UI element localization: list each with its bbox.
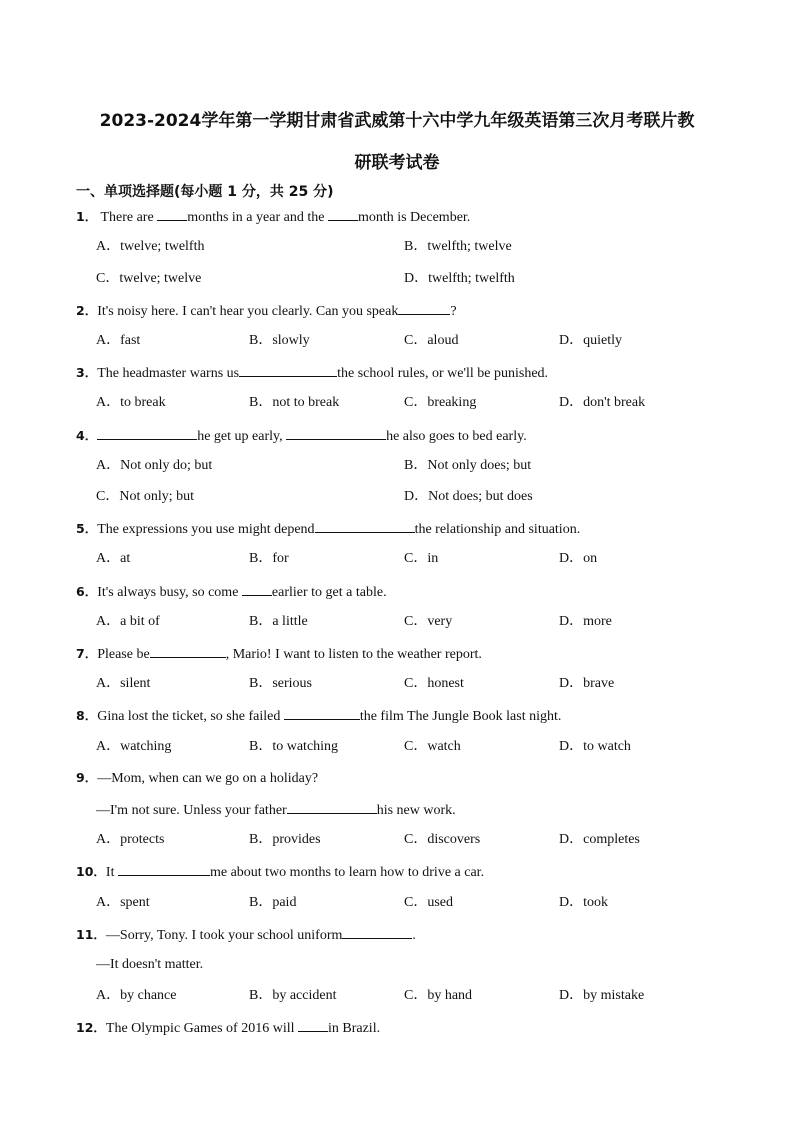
question-1	[76, 207, 470, 227]
option-a: A．spent	[96, 895, 150, 910]
question-text: he also goes to bed early.	[386, 429, 527, 444]
question-text: the film The Jungle Book last night.	[359, 709, 562, 724]
option-b: B．Not only does; but	[404, 458, 532, 473]
answer-blank	[284, 706, 360, 720]
option-b: B．for	[249, 551, 289, 566]
option-d: D．took	[559, 895, 608, 910]
option-d: D．twelfth; twelfth	[404, 271, 515, 286]
question-number: 1．	[76, 209, 98, 224]
question-9	[76, 769, 318, 788]
question-number: 10．	[76, 864, 106, 879]
question-11-reply	[96, 956, 203, 974]
question-text: he get up early,	[197, 429, 287, 444]
answer-blank	[298, 1018, 328, 1032]
option-a: A．twelve; twelfth	[96, 239, 205, 254]
option-b: B．a little	[249, 614, 308, 629]
answer-blank	[242, 582, 272, 596]
option-b: B．paid	[249, 895, 297, 910]
question-8	[76, 706, 561, 726]
option-a: A．Not only do; but	[96, 458, 213, 473]
option-b: B．serious	[249, 676, 312, 691]
question-number: 3．	[76, 365, 98, 380]
exam-title-line-1: 2023-2024学年第一学期甘肃省武威第十六中学九年级英语第三次月考联片教	[99, 111, 695, 131]
question-12	[76, 1018, 380, 1038]
option-c: C．by hand	[404, 988, 473, 1003]
question-number: 11．	[76, 927, 106, 942]
question-text: The Olympic Games of 2016 will	[105, 1021, 298, 1036]
option-d: D．more	[559, 614, 612, 629]
section-heading: 一、单项选择题(每小题 1 分，共 25 分)	[76, 184, 334, 200]
answer-blank	[287, 800, 377, 814]
option-a: A．at	[96, 551, 131, 566]
answer-blank	[342, 925, 412, 939]
option-c: C．in	[404, 551, 439, 566]
option-c: C．used	[404, 895, 453, 910]
option-c: C．breaking	[404, 395, 477, 410]
question-text: —Mom, when can we go on a holiday?	[97, 771, 319, 786]
option-b: B．not to break	[249, 395, 340, 410]
question-text: —Sorry, Tony. I took your school uniform	[105, 928, 343, 943]
option-c: C．twelve; twelve	[96, 271, 202, 286]
question-text: in Brazil.	[327, 1021, 381, 1036]
option-d: D．to watch	[559, 739, 631, 754]
answer-blank	[118, 862, 210, 876]
option-a: A．watching	[96, 739, 172, 754]
answer-blank	[239, 363, 337, 377]
answer-blank	[150, 644, 226, 658]
question-text: It	[105, 865, 118, 880]
question-text: There are	[100, 210, 158, 225]
question-text: months in a year and the	[187, 210, 328, 225]
answer-blank	[398, 301, 450, 315]
exam-title-line-2: 研联考试卷	[354, 153, 440, 173]
option-d: D．by mistake	[559, 988, 645, 1003]
option-c: C．watch	[404, 739, 461, 754]
option-d: D．on	[559, 551, 598, 566]
question-9-reply	[96, 800, 456, 820]
option-b: B．to watching	[249, 739, 339, 754]
question-number: 12．	[76, 1020, 106, 1035]
question-text: me about two months to learn how to drive a car.	[209, 865, 485, 880]
question-number: 5．	[76, 521, 98, 536]
option-b: B．provides	[249, 832, 321, 847]
option-c: C．Not only; but	[96, 489, 195, 504]
option-d: D．brave	[559, 676, 615, 691]
option-a: A．fast	[96, 333, 141, 348]
question-7	[76, 644, 482, 664]
question-number: 8．	[76, 708, 98, 723]
question-number: 7．	[76, 646, 98, 661]
question-number: 4．	[76, 428, 98, 443]
answer-blank	[157, 207, 187, 221]
question-text: Please be	[97, 647, 150, 662]
question-text: the school rules, or we'll be punished.	[337, 366, 549, 381]
question-text: —It doesn't matter.	[96, 957, 204, 972]
question-10	[76, 862, 484, 882]
question-6	[76, 582, 387, 602]
answer-blank	[97, 426, 197, 440]
question-text: month is December.	[357, 210, 471, 225]
question-text: The headmaster warns us	[97, 366, 240, 381]
option-b: B．slowly	[249, 333, 310, 348]
question-text: .	[412, 928, 416, 943]
answer-blank	[315, 519, 415, 533]
answer-blank	[328, 207, 358, 221]
option-d: D．Not does; but does	[404, 489, 533, 504]
question-text: the relationship and situation.	[414, 522, 581, 537]
option-c: C．very	[404, 614, 453, 629]
question-text: It's noisy here. I can't hear you clearly. Can you speak	[97, 304, 399, 319]
option-a: A．silent	[96, 676, 151, 691]
option-a: A．by chance	[96, 988, 177, 1003]
option-a: A．to break	[96, 395, 166, 410]
question-3	[76, 363, 548, 383]
question-number: 6．	[76, 584, 98, 599]
question-5	[76, 519, 580, 539]
question-text: his new work.	[376, 803, 456, 818]
question-4	[76, 426, 527, 446]
question-11	[76, 925, 416, 945]
option-d: D．don't break	[559, 395, 646, 410]
question-text: It's always busy, so come	[97, 585, 242, 600]
option-a: A．a bit of	[96, 614, 160, 629]
option-c: C．honest	[404, 676, 464, 691]
option-b: B．by accident	[249, 988, 337, 1003]
option-c: C．discovers	[404, 832, 481, 847]
answer-blank	[286, 426, 386, 440]
question-text: Gina lost the ticket, so she failed	[97, 709, 284, 724]
question-text: The expressions you use might depend	[97, 522, 315, 537]
option-d: D．completes	[559, 832, 640, 847]
question-text: ?	[450, 304, 457, 319]
question-text: —I'm not sure. Unless your father	[96, 803, 287, 818]
question-number: 9．	[76, 770, 98, 785]
option-a: A．protects	[96, 832, 165, 847]
option-c: C．aloud	[404, 333, 459, 348]
question-text: , Mario! I want to listen to the weather report.	[225, 647, 482, 662]
question-2	[76, 301, 457, 321]
question-text: earlier to get a table.	[271, 585, 387, 600]
option-d: D．quietly	[559, 333, 622, 348]
option-b: B．twelfth; twelve	[404, 239, 512, 254]
question-number: 2．	[76, 303, 98, 318]
